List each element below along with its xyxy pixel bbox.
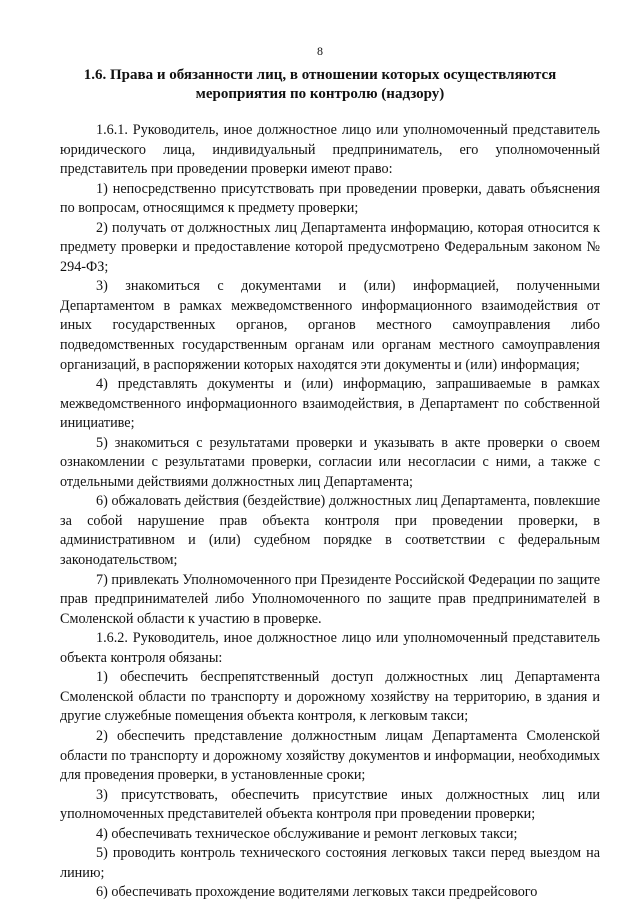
paragraph: 2) обеспечить представление должностным лицам Департамента Смоленской области по транспорту и дорожному хозяйству документов и информации, необходимых для проведения проверки, в установленные сроки; (60, 727, 600, 784)
document-body (60, 121, 600, 903)
paragraph: 2) получать от должностных лиц Департамента информацию, которая относится к предмету проверки и предоставление которой предусмотрено Федеральным законом № 294-ФЗ; (60, 219, 600, 275)
paragraph: 5) проводить контроль технического состояния легковых такси перед выездом на линию; (60, 845, 600, 881)
paragraph: 1.6.1. Руководитель, иное должностное лицо или уполномоченный представитель юридического лица, индивидуальный предприниматель, его уполномоченный представитель при проведении проверки имеют право: (60, 122, 600, 178)
paragraph: 1) обеспечить беспрепятственный доступ должностных лиц Департамента Смоленской области по транспорту и дорожному хозяйству на территорию, в здания и другие служебные помещения объекта контроля, к легковым такси; (60, 669, 600, 725)
paragraph: 3) знакомиться с документами и (или) информацией, полученными Департаментом в рамках межведомственного информационного взаимодействия от иных государственных органов, органов местного самоуправления либо подведомственных государственным органам или органам местного самоуправления организаций, в распоряжении которых находятся эти документы и (или) информация; (60, 278, 600, 373)
paragraph: 6) обеспечивать прохождение водителями легковых такси предрейсового (96, 884, 538, 901)
paragraph: 1) непосредственно присутствовать при проведении проверки, давать объяснения по вопросам, относящимся к предмету проверки; (60, 180, 600, 217)
paragraph: 7) привлекать Уполномоченного при Президенте Российской Федерации по защите прав предпринимателей либо Уполномоченного по защите прав предпринимателей в Смоленской области к участию в проверке. (60, 571, 600, 627)
paragraph: 4) представлять документы и (или) информацию, запрашиваемые в рамках межведомственного информационного взаимодействия, в Департамент по собственной инициативе; (60, 376, 600, 432)
paragraph: 4) обеспечивать техническое обслуживание и ремонт легковых такси; (96, 825, 518, 842)
paragraph: 6) обжаловать действия (бездействие) должностных лиц Департамента, повлекшие за собой нарушение прав объекта контроля при проведении проверки, в административном и (или) судебном порядке в соответствии с федеральным законодательством; (60, 493, 600, 569)
paragraph: 5) знакомиться с результатами проверки и указывать в акте проверки о своем ознакомлении с результатами проверки, согласии или несогласии с ними, а также с отдельными действиями должностных лиц Департамента; (60, 434, 600, 490)
paragraph: 1.6.2. Руководитель, иное должностное лицо или уполномоченный представитель объекта контроля обязаны: (60, 630, 600, 666)
section-title: 1.6. Права и обязанности лиц, в отношении которых осуществляются мероприятия по контролю (надзору) (83, 67, 557, 102)
page-number: 8 (317, 44, 323, 58)
paragraph: 3) присутствовать, обеспечить присутствие иных должностных лиц или уполномоченных представителей объекта контроля при проведении проверки; (60, 786, 600, 823)
